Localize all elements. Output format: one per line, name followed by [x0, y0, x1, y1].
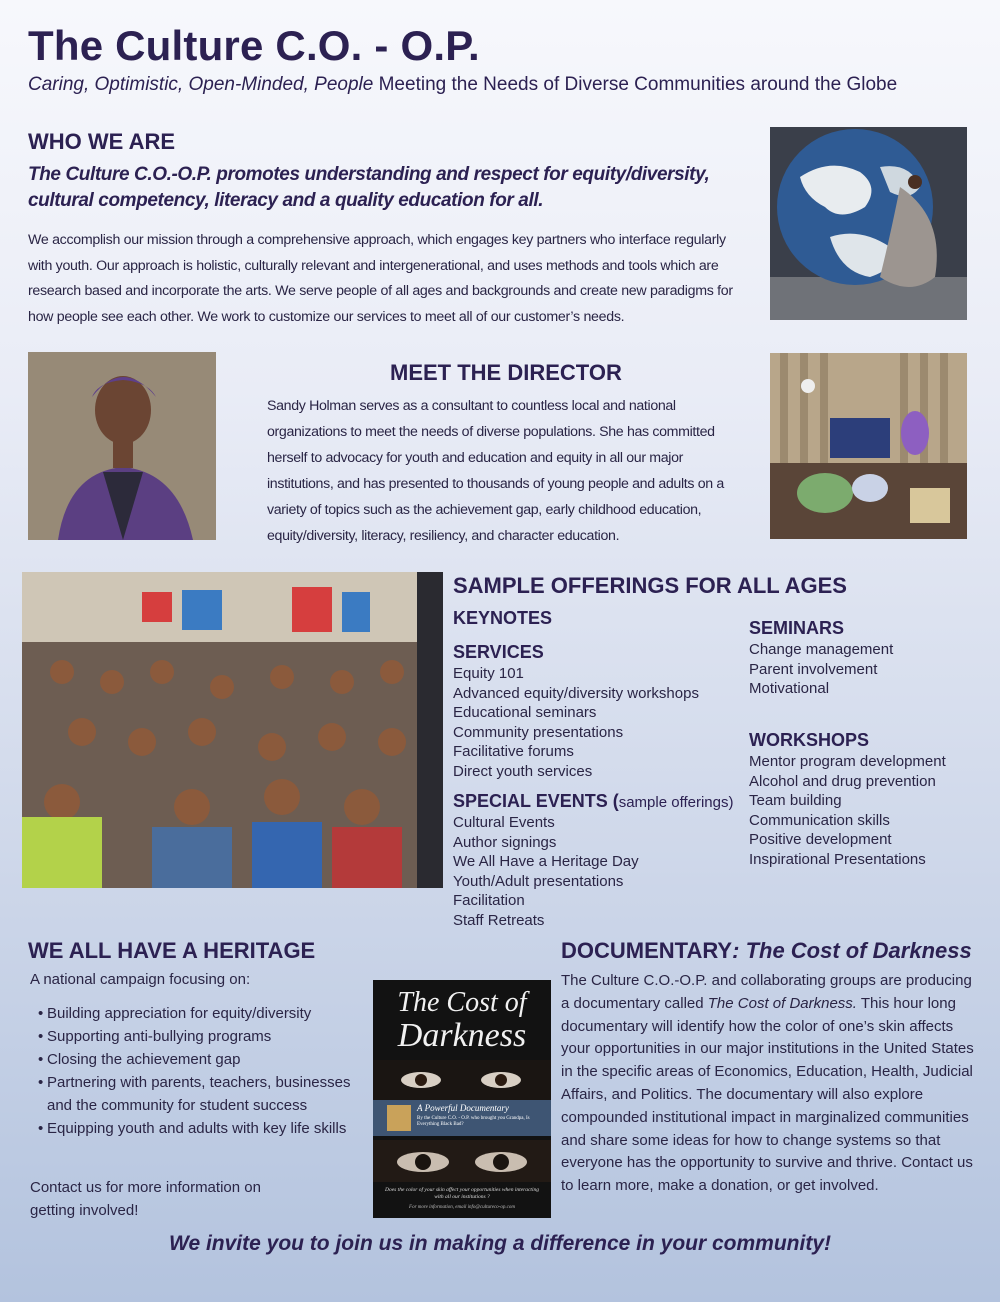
list-item: Change management — [749, 641, 894, 658]
meet-director-heading: MEET THE DIRECTOR — [390, 360, 622, 385]
list-item: Direct youth services — [453, 762, 593, 780]
list-item: Cultural Events — [453, 814, 555, 831]
list-item: • Closing the achievement gap — [38, 1048, 368, 1071]
director-bio: Sandy Holman serves as a consultant to countless local and national organizations to meet the needs of diverse populations. She has committed herself to advocacy for youth and education and equity in all our major institutions, and has presented to thousands of young people and adults on a variety of topics such as the achievement gap, early childhood education, equity/diversity, literacy, resiliency, and character education. — [267, 398, 724, 544]
special-events-list — [453, 813, 639, 931]
heritage-intro: A national campaign focusing on: — [30, 971, 251, 988]
who-we-are-heading: WHO WE ARE — [28, 129, 176, 154]
poster-band — [373, 1100, 551, 1136]
services-list — [453, 664, 699, 782]
poster-title-line1: The Cost of — [397, 987, 527, 1018]
list-item: Staff Retreats — [453, 911, 545, 929]
closing-statement: We invite you to join us in making a difference in your community! — [169, 1232, 831, 1255]
seminars-list — [749, 640, 893, 699]
services-heading: SERVICES — [453, 642, 544, 662]
documentary-heading-title: The Cost of Darkness — [745, 938, 972, 963]
documentary-poster — [373, 980, 551, 1218]
list-item: Inspirational Presentations — [749, 850, 926, 868]
documentary-heading — [561, 938, 972, 964]
who-we-are-body: We accomplish our mission through a comprehensive approach, which engages key partners who interface regularly with youth. Our approach is holistic, culturally relevant and intergenerational, and uses methods and tools which are research based and incorporate the arts. We serve people of all ages and backgrounds and create new paradigms for how people see each other. We work to customize our services to meet all of our customer’s needs. — [28, 232, 733, 325]
list-item: Educational seminars — [453, 704, 597, 722]
poster-tagline: A Powerful Documentary — [417, 1103, 509, 1113]
list-item: Team building — [749, 792, 842, 810]
documentary-body-part1: The Culture C.O.-O.P. and collaborating groups are producing a documentary called — [561, 972, 972, 1012]
list-item: • Equipping youth and adults with key life skills — [38, 1117, 368, 1140]
tagline — [28, 74, 897, 96]
list-item: Parent involvement — [749, 660, 878, 678]
special-events-heading — [453, 791, 733, 812]
heritage-list — [38, 1002, 368, 1140]
poster-byline: By the Culture C.O. - O.P. who brought you Grandpa, Is Everything Black Bad? — [417, 1116, 530, 1127]
workshops-list — [749, 752, 946, 870]
list-item: Facilitation — [453, 892, 525, 910]
list-item: Youth/Adult presentations — [453, 872, 624, 890]
tagline-italic: Caring, Optimistic, Open-Minded, People — [28, 74, 374, 95]
list-item: • Partnering with parents, teachers, businesses and the community for student success — [38, 1071, 368, 1117]
list-item: Advanced equity/diversity workshops — [453, 684, 699, 702]
documentary-heading-colon: : — [732, 938, 746, 963]
meeting-photo — [770, 353, 967, 539]
list-item: Mentor program development — [749, 753, 946, 770]
list-item: We All Have a Heritage Day — [453, 853, 639, 871]
special-events-note: sample offerings) — [618, 794, 734, 811]
list-item: Motivational — [749, 680, 830, 698]
poster-question: Does the color of your skin affect your opportunities when interacting with all our institutions ? — [385, 1187, 539, 1200]
seminars-heading: SEMINARS — [749, 618, 845, 638]
workshops-heading: WORKSHOPS — [749, 730, 870, 750]
list-item: Equity 101 — [453, 665, 524, 682]
list-item: Community presentations — [453, 723, 624, 741]
poster-contact: For more information, email info@cultureco-op.com — [409, 1205, 515, 1210]
list-item: Positive development — [749, 831, 892, 849]
list-item: Facilitative forums — [453, 743, 574, 761]
special-events-title: SPECIAL EVENTS ( — [453, 791, 619, 811]
poster-title — [373, 988, 551, 1054]
documentary-body-title: The Cost of Darkness. — [707, 994, 857, 1012]
poster-title-line2: Darkness — [397, 1017, 527, 1054]
heritage-heading: WE ALL HAVE A HERITAGE — [28, 938, 316, 963]
offerings-heading: SAMPLE OFFERINGS FOR ALL AGES — [453, 573, 847, 598]
documentary-body — [561, 970, 981, 1198]
list-item: Author signings — [453, 833, 557, 851]
list-item: • Supporting anti-bullying programs — [38, 1025, 368, 1048]
list-item: • Building appreciation for equity/diversity — [38, 1002, 368, 1025]
list-item: Communication skills — [749, 811, 890, 829]
classroom-photo — [22, 572, 443, 888]
tagline-rest: Meeting the Needs of Diverse Communities around the Globe — [373, 74, 898, 95]
eyes-close-icon — [373, 1140, 551, 1182]
book-icon — [387, 1105, 411, 1131]
director-photo — [28, 352, 216, 540]
list-item: Alcohol and drug prevention — [749, 772, 936, 790]
documentary-heading-prefix: DOCUMENTARY — [561, 938, 733, 963]
heritage-contact: Contact us for more information on getting involved! — [30, 1179, 261, 1219]
eyes-icon — [373, 1060, 551, 1100]
keynotes-heading: KEYNOTES — [453, 608, 553, 628]
documentary-body-part2: This hour long documentary will identify how the color of one’s skin affects your opportunities in our major institutions in the United States in the specific areas of Economics, Education, Health, Judicial Affairs, and Politics. The documentary will also explore compounded institutional impact in marginalized communities and share some ideas for how to change systems so that everyone has the opportunity to survive and thrive. Contact us to learn more, make a donation, or get involved. — [561, 994, 974, 1195]
who-we-are-lead: The Culture C.O.-O.P. promotes understanding and respect for equity/diversity, cultural competency, literacy and a quality education for all. — [28, 164, 710, 211]
globe-dancer-photo — [770, 127, 967, 320]
page-title: The Culture C.O. - O.P. — [28, 22, 480, 69]
